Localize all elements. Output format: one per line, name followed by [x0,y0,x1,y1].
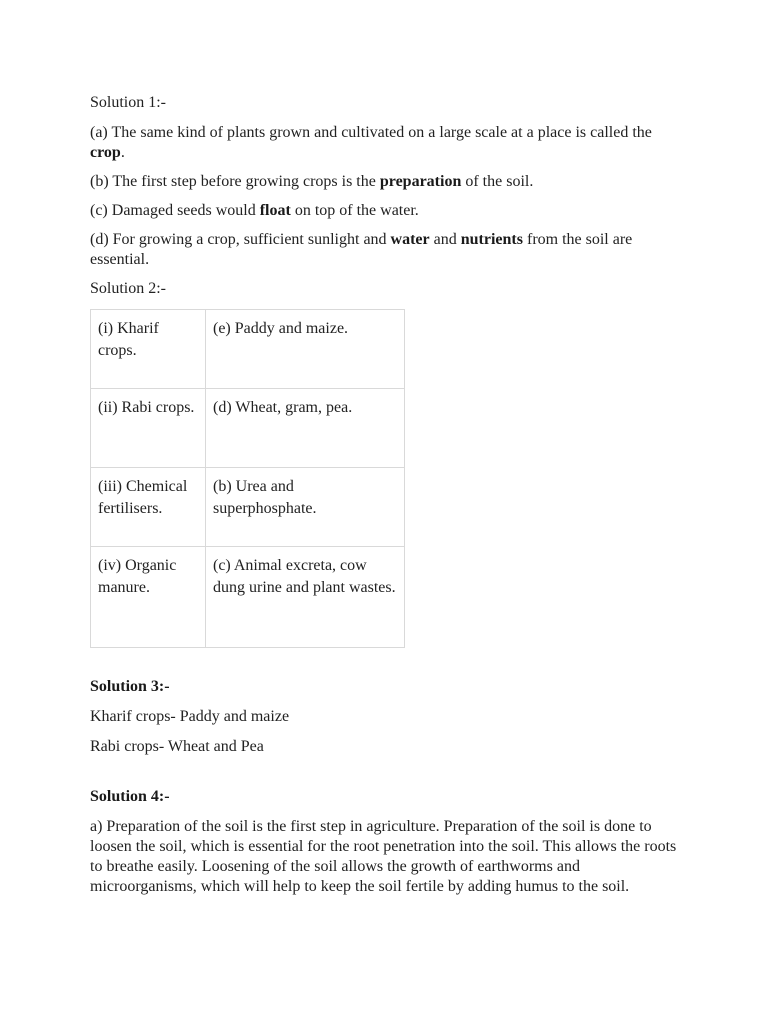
table-row [91,389,405,468]
answer-crop: crop [90,144,121,161]
solution-2-heading: Solution 2:- [90,280,167,297]
table-cell-left: (ii) Rabi crops. [91,389,206,468]
table-cell-left: (iv) Organic manure. [91,547,206,648]
answer-preparation: preparation [379,173,462,190]
answer-float: float [259,202,291,219]
document-page [90,93,690,897]
table-row [91,310,405,389]
table-cell-right: (e) Paddy and maize. [206,310,405,389]
solution-1-heading: Solution 1:- [90,94,167,111]
table-cell-left: (i) Kharif crops. [91,310,206,389]
solution-4-a: a) Preparation of the soil is the first step in agriculture. Preparation of the soil is done to loosen the soil, which is essential for the root penetration into the soil. This allows the roots to breathe easily. Loosening of the soil allows the growth of earthworms and microorganisms, which will help to keep the soil fertile by adding humus to the soil. [90,818,677,895]
solution-1-b: (b) The first step before growing crops is the preparation of the soil. [90,173,534,190]
match-table [90,309,405,648]
solution-1-c: (c) Damaged seeds would float on top of the water. [90,202,419,219]
table-cell-right: (c) Animal excreta, cow dung urine and plant wastes. [206,547,405,648]
answer-nutrients: nutrients [460,231,523,248]
answer-water: water [390,231,430,248]
solution-3-heading: Solution 3:- [90,678,170,695]
solution-3-line-1: Kharif crops- Paddy and maize [90,708,290,725]
solution-4-heading: Solution 4:- [90,788,170,805]
table-cell-left: (iii) Chemical fertilisers. [91,468,206,547]
solution-1-d: (d) For growing a crop, sufficient sunlight and water and nutrients from the soil are essential. [90,231,633,268]
table-cell-right: (b) Urea and superphosphate. [206,468,405,547]
table-cell-right: (d) Wheat, gram, pea. [206,389,405,468]
solution-3-line-2: Rabi crops- Wheat and Pea [90,738,264,755]
table-row [91,547,405,648]
solution-1-a: (a) The same kind of plants grown and cultivated on a large scale at a place is called the crop. [90,124,652,161]
table-row [91,468,405,547]
